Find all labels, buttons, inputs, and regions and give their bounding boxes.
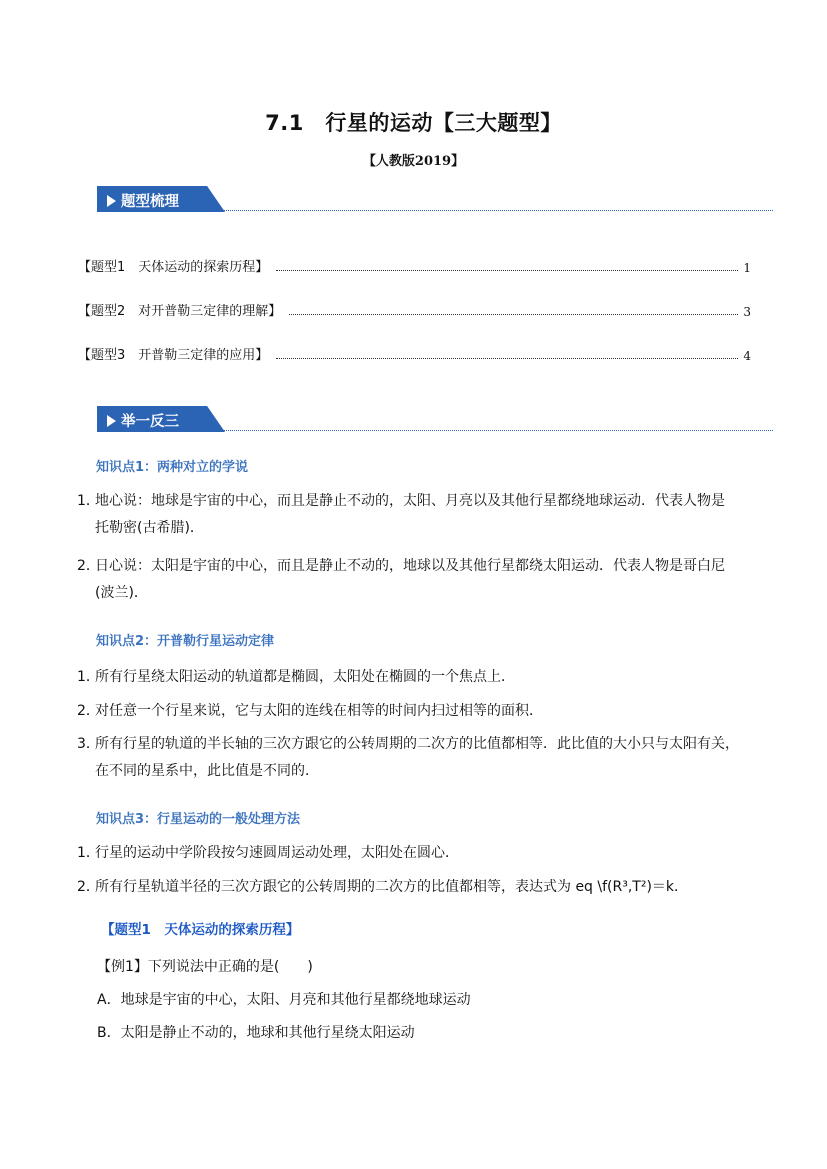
item-text: 地心说：地球是宇宙的中心，而且是静止不动的，太阳、月亮以及其他行星都绕地球运动．代表人物是 <box>95 493 725 509</box>
toc-entry-page: 4 <box>743 349 751 363</box>
item-text: 行星的运动中学阶段按匀速圆周运动处理，太阳处在圆心． <box>95 845 459 861</box>
section-banner-examples <box>97 406 773 432</box>
item-number: 1． <box>77 493 100 509</box>
knowledge-point-1-title: 知识点1：两种对立的学说 <box>96 460 249 475</box>
toc-entry-label: 【题型2 对开普勒三定律的理解】 <box>78 304 282 319</box>
item-text: 所有行星绕太阳运动的轨道都是椭圆，太阳处在椭圆的一个焦点上． <box>95 669 515 685</box>
item-text-continued: 在不同的星系中，此比值是不同的． <box>95 763 319 779</box>
item-text: 所有行星的轨道的半长轴的三次方跟它的公转周期的二次方的比值都相等．此比值的大小只与太阳有关， <box>95 736 739 752</box>
item-number: 3． <box>77 736 100 752</box>
section-banner-label: 题型梳理 <box>121 194 179 210</box>
item-text: 所有行星轨道半径的三次方跟它的公转周期的二次方的比值都相等，表达式为 eq \f(R³,T²)＝k． <box>95 879 689 895</box>
toc-entry-label: 【题型3 开普勒三定律的应用】 <box>78 348 269 363</box>
kp2-item-2 <box>77 698 757 725</box>
kp1-item-1 <box>77 488 757 542</box>
knowledge-point-2-title: 知识点2：开普勒行星运动定律 <box>96 634 275 649</box>
example-1-stem: 【例1】下列说法中正确的是( ) <box>97 959 313 975</box>
toc-entry-1[interactable] <box>78 253 751 275</box>
item-number: 2． <box>77 558 100 574</box>
section-banner-label: 举一反三 <box>121 414 179 430</box>
edition-subtitle: 【人教版2019】 <box>362 154 465 169</box>
item-text-continued: (波兰)． <box>95 585 148 601</box>
item-text-continued: 托勒密(古希腊)． <box>95 520 204 536</box>
question-type-1-header: 【题型1 天体运动的探索历程】 <box>101 922 300 938</box>
kp2-item-1 <box>77 664 757 691</box>
item-text: 对任意一个行星来说，它与太阳的连线在相等的时间内扫过相等的面积． <box>95 703 543 719</box>
toc-entry-page: 1 <box>743 261 751 275</box>
knowledge-point-3-title: 知识点3：行星运动的一般处理方法 <box>96 812 301 827</box>
kp1-item-2 <box>77 553 757 607</box>
kp3-item-1 <box>77 840 757 867</box>
page-title: 7.1 行星的运动【三大题型】 <box>265 111 562 135</box>
item-text: 日心说：太阳是宇宙的中心，而且是静止不动的，地球以及其他行星都绕太阳运动．代表人物是哥白尼 <box>95 558 725 574</box>
kp3-item-2 <box>77 874 757 901</box>
toc-entry-page: 3 <box>743 305 751 319</box>
example-1-option-b: B．太阳是静止不动的，地球和其他行星绕太阳运动 <box>97 1025 415 1041</box>
kp2-item-3 <box>77 731 757 785</box>
item-number: 1． <box>77 845 100 861</box>
example-1-option-a: A．地球是宇宙的中心，太阳、月亮和其他行星都绕地球运动 <box>97 992 471 1008</box>
play-triangle-icon <box>107 415 116 427</box>
item-number: 1． <box>77 669 100 685</box>
play-triangle-icon <box>107 195 116 207</box>
item-number: 2． <box>77 879 100 895</box>
toc-entry-label: 【题型1 天体运动的探索历程】 <box>78 260 269 275</box>
section-banner-overview <box>97 186 773 212</box>
item-number: 2． <box>77 703 100 719</box>
toc-entry-3[interactable] <box>78 341 751 363</box>
toc-entry-2[interactable] <box>78 297 751 319</box>
